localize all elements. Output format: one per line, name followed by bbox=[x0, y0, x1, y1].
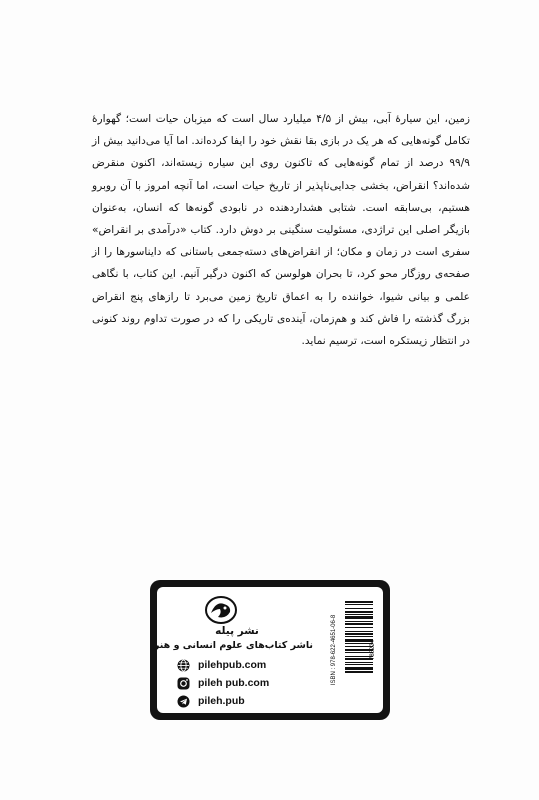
telegram-label: pileh.pub bbox=[198, 695, 245, 707]
instagram-icon bbox=[177, 677, 190, 690]
contact-instagram bbox=[177, 675, 269, 691]
instagram-label: pileh pub.com bbox=[198, 677, 270, 689]
back-cover-blurb bbox=[92, 108, 470, 352]
globe-icon bbox=[177, 659, 190, 672]
blurb-paragraph: زمین، این سیارهٔ آبی، بیش از ۴/۵ میلیارد سال است که میزبان حیات است؛ گهوارهٔ تکامل گونه‌هایی که هر یک در بازی بقا نقش خود را ایفا کرده‌اند. اما آیا می‌دانید بیش از ۹۹/۹ درصد از تمام گونه‌هایی که تاکنون روی این سیاره زیسته‌اند، اکنون منقرض شده‌اند؟ انقراض، بخشی جدایی‌ناپذیر از تاریخ حیات است، اما آنچه امروز با آن روبرو هستیم، بی‌سابقه است. شتابی هشداردهنده در نابودی گونه‌ها که انسان، به‌عنوان بازیگر اصلی این تراژدی، مسئولیت سنگینی بر دوش دارد. کتاب «درآمدی بر انقراض» سفری است در زمان و مکان؛ از انقراض‌های دسته‌جمعی باستانی که دایناسورها را از صفحه‌ی روزگار محو کرد، تا بحران هولوسن که اکنون درگیر آنیم. این کتاب، با نگاهی علمی و بیانی شیوا، خواننده را به اعماق تاریخ زمین می‌برد تا رازهای پنج انقراض بزرگ گذشته را فاش کند و هم‌زمان، آینده‌ی تاریکی را که در صورت تداوم روند کنونی در انتظار زیستکره است، ترسیم نماید. bbox=[92, 113, 470, 348]
isbn-label: ISBN : 978-622-4651-06-8 bbox=[331, 614, 337, 686]
barcode-digits: 786224 bbox=[370, 639, 376, 661]
contact-telegram bbox=[177, 693, 245, 709]
publisher-panel bbox=[150, 580, 390, 720]
publisher-name: نشر پیله bbox=[215, 625, 259, 637]
contact-website bbox=[177, 657, 266, 673]
pileh-logo-icon bbox=[204, 595, 238, 625]
publisher-tagline: ناشر کتاب‌های علوم انسانی و هنر bbox=[153, 640, 313, 651]
website-label: pilehpub.com bbox=[198, 659, 267, 671]
telegram-icon bbox=[177, 695, 190, 708]
barcode-digits-right bbox=[373, 587, 381, 701]
publisher-panel-inner bbox=[153, 587, 383, 713]
